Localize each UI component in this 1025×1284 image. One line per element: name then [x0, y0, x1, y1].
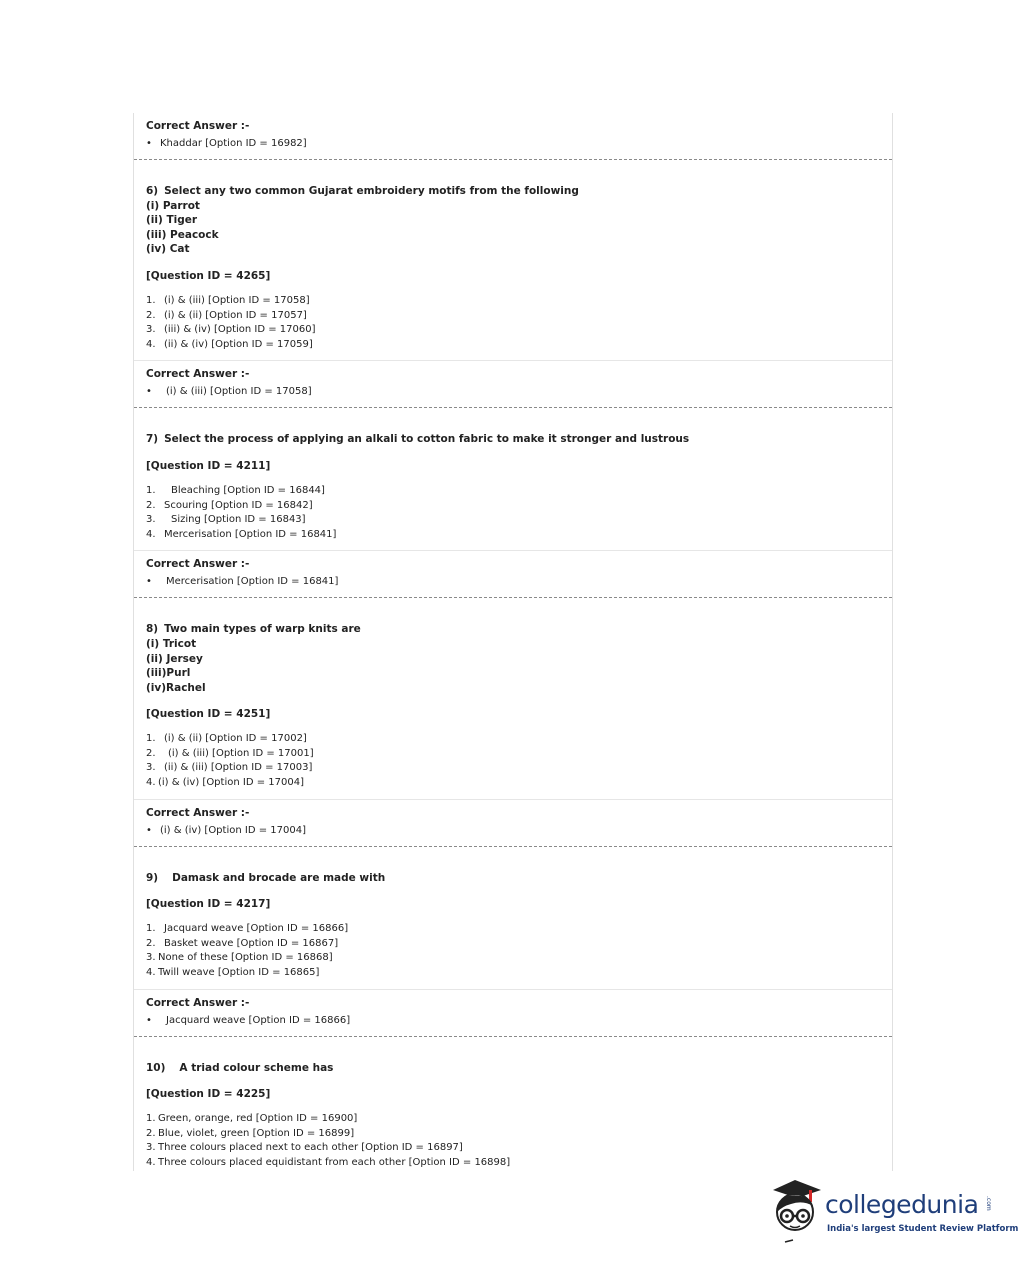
question-9: [134, 847, 892, 990]
correct-answer-label: Correct Answer :-: [146, 806, 250, 819]
bullet-icon: •: [146, 1014, 152, 1026]
logo-wordmark: collegedunia: [825, 1190, 979, 1219]
collegedunia-logo: [765, 1176, 1019, 1246]
question-7: [134, 408, 892, 551]
question-id: [Question ID = 4211]: [146, 459, 271, 472]
bullet-icon: •: [146, 386, 152, 398]
option-item: 1. Jacquard weave [Option ID = 16866]: [146, 923, 349, 935]
option-item: 3. (iii) & (iv) [Option ID = 17060]: [146, 324, 316, 336]
q7-answer-block: [134, 551, 892, 598]
sub-item: (ii) Tiger: [146, 214, 198, 227]
option-item: 1. (i) & (ii) [Option ID = 17002]: [146, 733, 307, 745]
correct-answer-label: Correct Answer :-: [146, 996, 250, 1009]
correct-answer-item: [146, 574, 880, 589]
student-mascot-icon: [765, 1176, 825, 1246]
option-item: 3. Sizing [Option ID = 16843]: [146, 514, 306, 526]
correct-answer-item: [146, 384, 880, 399]
question-id: [Question ID = 4217]: [146, 898, 271, 911]
q5-answer-block: [134, 113, 892, 160]
bullet-icon: •: [146, 138, 152, 149]
option-list: [146, 732, 880, 790]
answer-text: (i) & (iii) [Option ID = 17058]: [166, 386, 312, 398]
correct-answer-label: Correct Answer :-: [146, 558, 250, 571]
option-item: 4. Mercerisation [Option ID = 16841]: [146, 528, 337, 540]
question-text: [146, 622, 880, 637]
correct-answer-item: [146, 823, 880, 838]
question-id: [Question ID = 4265]: [146, 269, 271, 282]
question-sheet: [133, 113, 893, 1171]
correct-answer-item: [146, 136, 880, 151]
question-prompt: Select any two common Gujarat embroidery motifs from the following: [164, 185, 579, 197]
question-10: [134, 1037, 892, 1171]
correct-answer-label: Correct Answer :-: [146, 120, 250, 132]
option-item: 1. Bleaching [Option ID = 16844]: [146, 484, 325, 496]
logo-tagline: India's largest Student Review Platform: [827, 1224, 1019, 1234]
question-text: [146, 184, 880, 199]
question-text: [146, 432, 880, 447]
bullet-icon: •: [146, 824, 152, 836]
option-item: 2. (i) & (ii) [Option ID = 17057]: [146, 309, 307, 321]
option-item: 3. None of these [Option ID = 16868]: [146, 952, 333, 964]
option-item: 1. Green, orange, red [Option ID = 16900]: [146, 1113, 358, 1125]
question-8: [134, 598, 892, 799]
question-number: 8): [146, 623, 159, 636]
question-id: [Question ID = 4225]: [146, 1088, 271, 1101]
q8-answer-block: [134, 800, 892, 847]
option-item: 2. Basket weave [Option ID = 16867]: [146, 937, 339, 949]
option-item: 4. Three colours placed equidistant from each other [Option ID = 16898]: [146, 1157, 511, 1168]
option-list: [146, 922, 880, 980]
question-prompt: A triad colour scheme has: [179, 1061, 334, 1074]
bullet-icon: •: [146, 576, 152, 588]
q9-answer-block: [134, 990, 892, 1037]
option-item: 4. (i) & (iv) [Option ID = 17004]: [146, 777, 304, 789]
logo-domain-suffix: .com: [985, 1196, 992, 1211]
sub-item: (iv) Cat: [146, 243, 190, 256]
answer-text: Jacquard weave [Option ID = 16866]: [166, 1014, 351, 1026]
question-number: 7): [146, 433, 159, 446]
answer-text: (i) & (iv) [Option ID = 17004]: [160, 824, 306, 836]
answer-text: Mercerisation [Option ID = 16841]: [166, 576, 339, 588]
answer-text: Khaddar [Option ID = 16982]: [160, 138, 307, 149]
question-text: [146, 1061, 880, 1076]
question-prompt: Two main types of warp knits are: [164, 623, 361, 636]
sub-item: (iii)Purl: [146, 667, 191, 680]
option-item: 4. (ii) & (iv) [Option ID = 17059]: [146, 338, 313, 350]
option-list: [146, 1112, 880, 1170]
option-list: [146, 484, 880, 542]
q6-answer-block: [134, 361, 892, 408]
correct-answer-label: Correct Answer :-: [146, 368, 250, 381]
option-item: 4. Twill weave [Option ID = 16865]: [146, 967, 320, 979]
question-number: 10): [146, 1061, 166, 1074]
question-6: [134, 160, 892, 361]
question-prompt: Damask and brocade are made with: [172, 871, 386, 884]
option-item: 1. (i) & (iii) [Option ID = 17058]: [146, 294, 310, 306]
sub-item: (i) Tricot: [146, 637, 197, 650]
option-item: 3. (ii) & (iii) [Option ID = 17003]: [146, 762, 313, 774]
sub-item: (i) Parrot: [146, 199, 200, 212]
question-number: 6): [146, 185, 159, 197]
question-text: [146, 871, 880, 886]
question-number: 9): [146, 871, 159, 884]
option-item: 3. Three colours placed next to each other [Option ID = 16897]: [146, 1142, 463, 1154]
question-id: [Question ID = 4251]: [146, 708, 271, 721]
sub-item: (iii) Peacock: [146, 228, 219, 241]
option-item: 2. (i) & (iii) [Option ID = 17001]: [146, 747, 314, 759]
sub-item: (iv)Rachel: [146, 681, 206, 694]
correct-answer-item: [146, 1013, 880, 1028]
option-item: 2. Blue, violet, green [Option ID = 16899]: [146, 1127, 355, 1139]
question-prompt: Select the process of applying an alkali to cotton fabric to make it stronger and lustrous: [164, 433, 690, 446]
sub-item: (ii) Jersey: [146, 652, 203, 665]
option-list: [146, 294, 880, 352]
option-item: 2. Scouring [Option ID = 16842]: [146, 499, 313, 511]
